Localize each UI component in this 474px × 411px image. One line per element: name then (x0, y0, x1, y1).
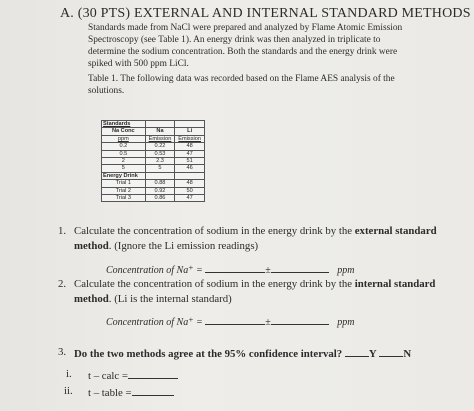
sub-ii-line: t – table = (88, 385, 174, 399)
q3-line: Do the two methods agree at the 95% confidence interval? Y N (74, 348, 412, 360)
q2-number: 2. (58, 278, 67, 290)
sub-i-number: i. (66, 368, 72, 380)
table-row (102, 158, 205, 165)
table-caption-line-2: solutions. (88, 86, 125, 96)
standards-label: Standards (102, 121, 146, 128)
q2-line-1: Calculate the concentration of sodium in the energy drink by the internal standard (74, 278, 436, 290)
table-cell: 0.22 (145, 143, 175, 150)
table-cell: 0.88 (145, 180, 175, 187)
table-header-row (102, 128, 205, 135)
table-cell: 0.5 (102, 150, 146, 157)
t-table-blank[interactable] (132, 385, 174, 396)
table-row (102, 180, 205, 187)
table-cell: 0.92 (145, 187, 175, 194)
col-header-li: Li (175, 128, 205, 135)
t-calc-blank[interactable] (128, 368, 178, 379)
table-row (102, 195, 205, 202)
table-cell: 46 (175, 165, 205, 172)
col-header-na-conc: Na Conc (102, 128, 146, 135)
table-row (102, 165, 205, 172)
table-subheader-row (102, 135, 205, 142)
q2-uncertainty-blank[interactable] (271, 314, 329, 325)
table-cell: 47 (175, 150, 205, 157)
table-caption-line-1: Table 1. The following data was recorded based on the Flame AES analysis of the (88, 74, 395, 84)
q2-answer-line: Concentration of Na⁺ = ± ppm (106, 314, 354, 328)
q1-answer-line: Concentration of Na⁺ = ± ppm (106, 262, 354, 276)
table-cell: 0.53 (145, 150, 175, 157)
table-row (102, 121, 205, 128)
table-cell: 0.86 (145, 195, 175, 202)
table-cell: Trial 1 (102, 180, 146, 187)
table-cell: 47 (175, 195, 205, 202)
intro-line-3: determine the sodium concentration. Both the standards and the energy drink were (88, 47, 398, 57)
q3-yes-blank[interactable] (345, 346, 369, 357)
q1-line-1: Calculate the concentration of sodium in the energy drink by the external standard (74, 225, 437, 237)
q2-value-blank[interactable] (205, 314, 265, 325)
table-cell: 51 (175, 158, 205, 165)
table-cell: Trial 2 (102, 187, 146, 194)
section-header: A. (30 PTS) EXTERNAL AND INTERNAL STANDARD METHODS (60, 6, 471, 21)
table-cell: 5 (145, 165, 175, 172)
intro-line-1: Standards made from NaCl were prepared and analyzed by Flame Atomic Emission (88, 23, 403, 33)
table-cell: Trial 3 (102, 195, 146, 202)
q2-line-2: method. (Li is the internal standard) (74, 293, 232, 305)
intro-line-2: Spectroscopy (see Table 1). An energy drink was then analyzed in triplicate to (88, 35, 381, 45)
table-cell: 5 (102, 165, 146, 172)
col-header-na: Na (145, 128, 175, 135)
table-cell: 0.2 (102, 143, 146, 150)
table-row (102, 187, 205, 194)
col-subheader-na-emission: Emission (145, 135, 175, 142)
table-cell: 2.3 (145, 158, 175, 165)
table-row (102, 143, 205, 150)
table-cell: 2 (102, 158, 146, 165)
table-row (102, 150, 205, 157)
sub-i-line: t – calc = (88, 368, 178, 382)
table-cell: 48 (175, 180, 205, 187)
data-table (101, 120, 205, 202)
q3-number: 3. (58, 346, 67, 358)
q1-value-blank[interactable] (205, 262, 265, 273)
energy-drink-label: Energy Drink (102, 172, 146, 179)
intro-line-4: spiked with 500 ppm LiCl. (88, 59, 189, 69)
q1-number: 1. (58, 225, 67, 237)
q1-line-2: method. (Ignore the Li emission readings) (74, 240, 259, 252)
q1-uncertainty-blank[interactable] (271, 262, 329, 273)
q3-no-blank[interactable] (379, 346, 403, 357)
col-subheader-ppm: ppm (102, 135, 146, 142)
col-subheader-li-emission: Emission (175, 135, 205, 142)
sub-ii-number: ii. (64, 385, 73, 397)
table-row (102, 172, 205, 179)
table-cell: 48 (175, 143, 205, 150)
table-cell: 50 (175, 187, 205, 194)
